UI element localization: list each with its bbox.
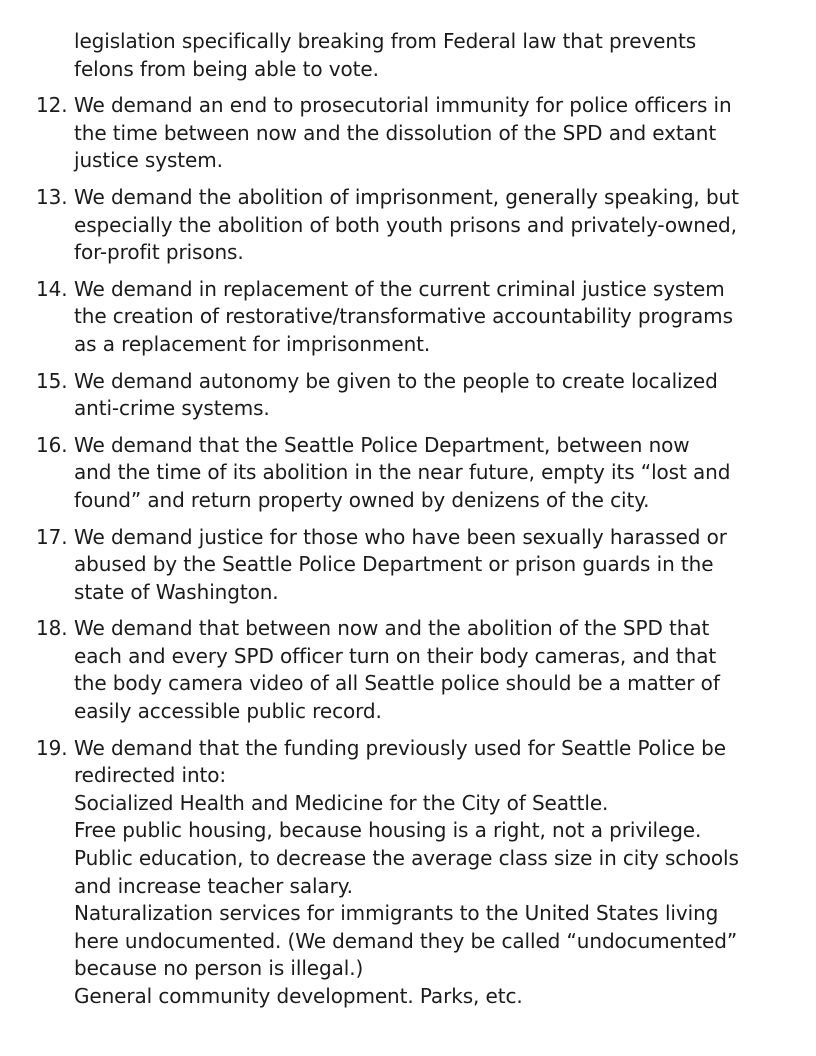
demands-list — [36, 28, 796, 1020]
text-line: Socialized Health and Medicine for the City of Seattle. — [74, 790, 609, 815]
item-number: 17. — [36, 524, 68, 549]
demand-item-16 — [36, 432, 796, 515]
item-number: 13. — [36, 184, 68, 209]
item-number: 19. — [36, 735, 68, 760]
text-line: We demand an end to prosecutorial immunity for police officers in — [74, 93, 732, 118]
demand-item-14 — [36, 276, 796, 359]
text-line: as a replacement for imprisonment. — [74, 331, 431, 356]
text-line: abused by the Seattle Police Department or prison guards in the — [74, 552, 714, 577]
item-number: 16. — [36, 432, 68, 457]
text-line: easily accessible public record. — [74, 699, 382, 724]
item-number: 14. — [36, 276, 68, 301]
demand-item-19 — [36, 735, 796, 1011]
demand-item-12 — [36, 92, 796, 175]
demand-item-13 — [36, 184, 796, 267]
continued-item-text — [74, 28, 796, 83]
text-line: felons from being able to vote. — [74, 56, 379, 81]
text-line: each and every SPD officer turn on their body cameras, and that — [74, 643, 717, 668]
text-line: state of Washington. — [74, 579, 279, 604]
item-number: 18. — [36, 616, 68, 641]
text-line: anti-crime systems. — [74, 396, 270, 421]
text-line: redirected into: — [74, 763, 227, 788]
text-line: found” and return property owned by denizens of the city. — [74, 487, 650, 512]
text-line: General community development. Parks, etc. — [74, 984, 523, 1008]
demand-item-15 — [36, 368, 796, 423]
text-line: We demand that the Seattle Police Department, between now — [74, 432, 690, 457]
text-line: especially the abolition of both youth prisons and privately-owned, — [74, 212, 737, 237]
text-line: justice system. — [74, 148, 223, 173]
demand-item-18 — [36, 615, 796, 725]
item-number: 12. — [36, 93, 68, 118]
text-line: legislation specifically breaking from Federal law that prevents — [74, 29, 697, 53]
text-line: We demand the abolition of imprisonment, generally speaking, but — [74, 184, 739, 209]
demand-item-17 — [36, 524, 796, 607]
text-line: and increase teacher salary. — [74, 873, 353, 898]
text-line: for-profit prisons. — [74, 240, 244, 265]
text-line: the time between now and the dissolution of the SPD and extant — [74, 120, 717, 145]
text-line: and the time of its abolition in the near future, empty its “lost and — [74, 460, 731, 485]
text-line: the creation of restorative/transformative accountability programs — [74, 304, 733, 329]
text-line: We demand in replacement of the current criminal justice system — [74, 276, 725, 301]
text-line: because no person is illegal.) — [74, 956, 364, 981]
text-line: the body camera video of all Seattle police should be a matter of — [74, 671, 720, 696]
text-line: Naturalization services for immigrants to the United States living — [74, 901, 719, 926]
text-line: We demand that between now and the abolition of the SPD that — [74, 616, 710, 641]
item-number: 15. — [36, 368, 68, 393]
text-line: We demand that the funding previously used for Seattle Police be — [74, 735, 726, 760]
text-line: Free public housing, because housing is a right, not a privilege. — [74, 818, 702, 843]
text-line: here undocumented. (We demand they be called “undocumented” — [74, 928, 738, 953]
text-line: We demand justice for those who have been sexually harassed or — [74, 524, 727, 549]
text-line: We demand autonomy be given to the people to create localized — [74, 368, 718, 393]
text-line: Public education, to decrease the average class size in city schools — [74, 846, 739, 871]
